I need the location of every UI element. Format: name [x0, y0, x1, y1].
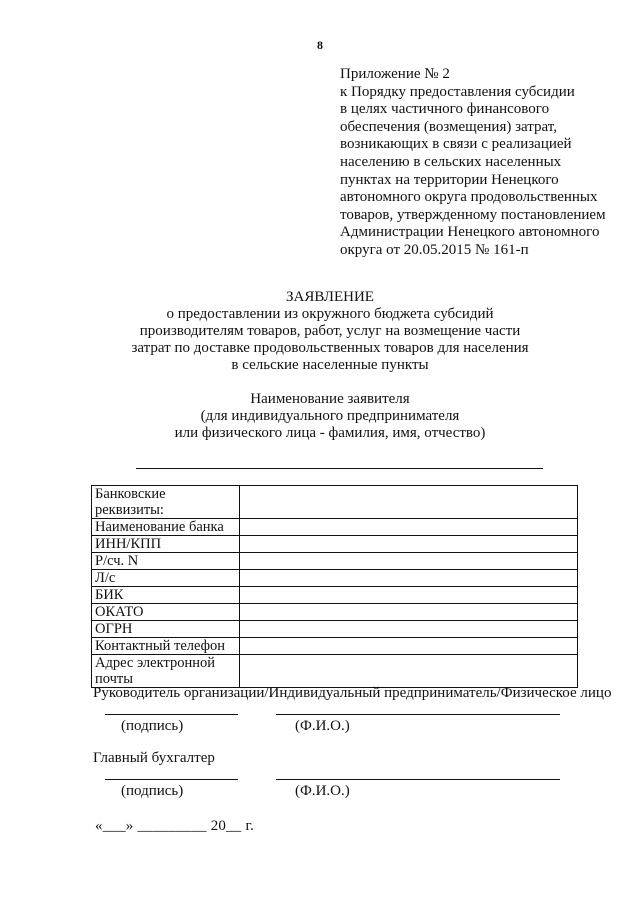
table-row	[92, 587, 578, 604]
appendix-line: автономного округа продовольственных	[340, 189, 598, 206]
email-value-cell[interactable]	[240, 655, 578, 688]
appendix-line: пунктах на территории Ненецкого	[340, 171, 559, 188]
requisite-value-cell[interactable]	[240, 570, 578, 587]
head-name-field[interactable]	[276, 714, 560, 715]
email-label-line: почты	[95, 671, 134, 687]
table-row	[92, 486, 578, 519]
applicant-line: или физического лица - фамилия, имя, отчество)	[174, 425, 486, 441]
table-row	[92, 621, 578, 638]
head-name-caption: (Ф.И.О.)	[295, 718, 350, 734]
requisite-label: Л/с	[92, 570, 240, 587]
table-row	[92, 519, 578, 536]
accountant-signature-field[interactable]	[105, 779, 238, 780]
appendix-line: населению в сельских населенных	[340, 153, 562, 170]
requisite-label: БИК	[92, 587, 240, 604]
title-line: затрат по доставке продовольственных товаров для населения	[131, 340, 529, 356]
requisite-value-cell[interactable]	[240, 519, 578, 536]
head-signature-field[interactable]	[105, 714, 238, 715]
document-title: ЗАЯВЛЕНИЕ	[286, 289, 374, 305]
page-number: 8	[317, 38, 323, 52]
applicant-caption	[80, 391, 580, 442]
appendix-line: возникающих в связи с реализацией	[340, 136, 572, 153]
head-signatory-title: Руководитель организации/Индивидуальный предприниматель/Физическое лицо	[93, 685, 612, 701]
table-row	[92, 655, 578, 688]
requisite-label: ОГРН	[92, 621, 240, 638]
appendix-line: Приложение № 2	[340, 66, 450, 82]
requisite-label: ИНН/КПП	[92, 536, 240, 553]
appendix-line: в целях частичного финансового	[340, 101, 550, 118]
appendix-line: Администрации Ненецкого автономного	[340, 224, 600, 241]
requisite-value-cell[interactable]	[240, 536, 578, 553]
table-row	[92, 638, 578, 655]
title-line: о предоставлении из окружного бюджета субсидий	[166, 306, 494, 322]
requisite-label: Наименование банка	[92, 519, 240, 536]
requisite-label-email	[92, 655, 240, 688]
requisite-value-cell[interactable]	[240, 604, 578, 621]
table-row	[92, 536, 578, 553]
requisite-label: ОКАТО	[92, 604, 240, 621]
table-row	[92, 553, 578, 570]
requisite-value-cell[interactable]	[240, 638, 578, 655]
requisites-table	[91, 485, 578, 688]
appendix-block	[340, 66, 625, 260]
appendix-line: округа от 20.05.2015 № 161-п	[340, 241, 529, 258]
title-line: в сельские населенные пункты	[231, 357, 429, 373]
table-row	[92, 604, 578, 621]
head-signature-caption: (подпись)	[121, 718, 184, 734]
applicant-line: (для индивидуального предпринимателя	[200, 408, 460, 424]
applicant-line: Наименование заявителя	[250, 391, 410, 407]
accountant-title: Главный бухгалтер	[93, 750, 215, 766]
requisite-value-cell[interactable]	[240, 553, 578, 570]
date-field[interactable]: «___» _________ 20__ г.	[95, 818, 255, 834]
accountant-signature-caption: (подпись)	[121, 783, 184, 799]
applicant-name-field[interactable]	[136, 468, 543, 469]
requisite-label: Р/сч. N	[92, 553, 240, 570]
requisite-value-cell[interactable]	[240, 587, 578, 604]
requisite-label: Контактный телефон	[92, 638, 240, 655]
table-row	[92, 570, 578, 587]
appendix-line: товаров, утвержденному постановлением	[340, 206, 606, 223]
title-line: производителям товаров, работ, услуг на возмещение части	[139, 323, 521, 339]
accountant-name-field[interactable]	[276, 779, 560, 780]
requisite-value-cell[interactable]	[240, 621, 578, 638]
appendix-line: к Порядку предоставления субсидии	[340, 83, 575, 100]
requisite-label: Банковские реквизиты:	[92, 486, 240, 519]
accountant-name-caption: (Ф.И.О.)	[295, 783, 350, 799]
email-label-line: Адрес электронной	[95, 655, 215, 671]
appendix-line: обеспечения (возмещения) затрат,	[340, 118, 557, 135]
document-title-block	[80, 289, 580, 374]
requisite-value-cell[interactable]	[240, 486, 578, 519]
